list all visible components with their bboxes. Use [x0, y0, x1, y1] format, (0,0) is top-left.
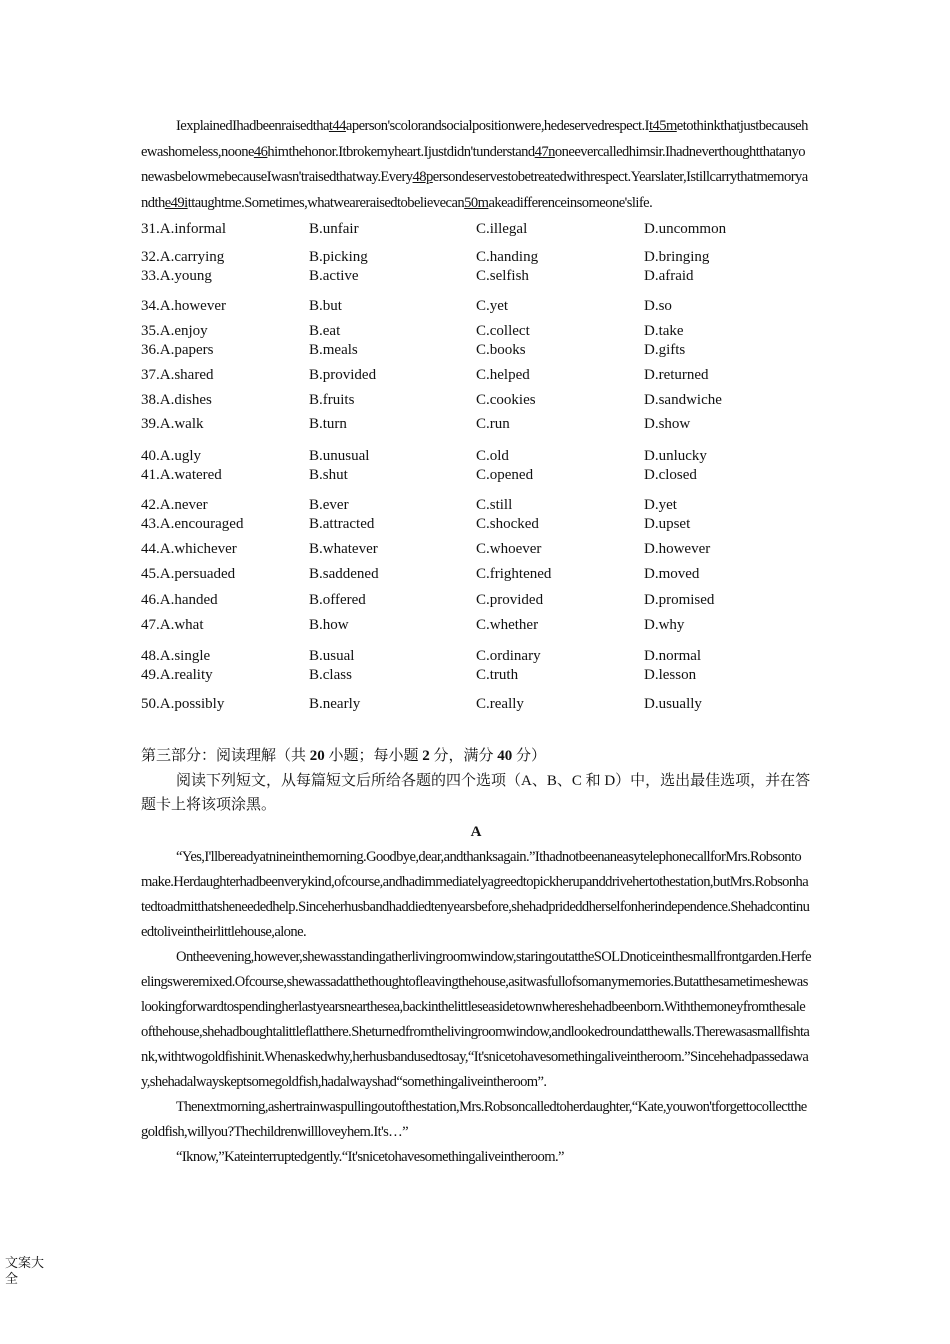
option-a: 35.A.enjoy — [141, 323, 208, 339]
option-a: 34.A.however — [141, 298, 226, 314]
option-b: B.class — [309, 667, 352, 683]
option-a: 41.A.watered — [141, 467, 222, 483]
option-d: D.sandwiche — [644, 392, 722, 408]
option-b: B.offered — [309, 592, 366, 608]
option-a: 48.A.single — [141, 648, 211, 664]
option-b: B.attracted — [309, 516, 375, 532]
option-a: 32.A.carrying — [141, 249, 225, 265]
option-b: B.unusual — [309, 448, 370, 464]
option-c: C.provided — [476, 592, 544, 608]
points-each: 2 — [422, 748, 430, 764]
option-b: B.shut — [309, 467, 348, 483]
option-b: B.meals — [309, 342, 358, 358]
option-a: 46.A.handed — [141, 592, 218, 608]
option-d: D.so — [644, 298, 672, 314]
option-row — [141, 695, 811, 713]
option-c: C.run — [476, 416, 510, 432]
blank-50: 50m — [464, 194, 489, 211]
option-d: D.moved — [644, 566, 700, 582]
option-d: D.yet — [644, 497, 677, 513]
option-row — [141, 297, 811, 315]
option-b: B.active — [309, 268, 359, 284]
option-d: D.lesson — [644, 667, 697, 683]
option-d: D.closed — [644, 467, 697, 483]
option-c: C.frightened — [476, 566, 552, 582]
blank-49: e49i — [164, 194, 188, 211]
option-row — [141, 322, 811, 340]
option-c: C.still — [476, 497, 513, 513]
option-c: C.whether — [476, 617, 539, 633]
option-c: C.old — [476, 448, 509, 464]
option-a: 37.A.shared — [141, 367, 214, 383]
option-d: D.take — [644, 323, 684, 339]
option-a: 45.A.persuaded — [141, 566, 236, 582]
option-d: D.gifts — [644, 342, 686, 358]
option-c: C.cookies — [476, 392, 536, 408]
option-c: C.selfish — [476, 268, 529, 284]
option-c: C.handing — [476, 249, 539, 265]
blank-44: t44 — [328, 118, 346, 134]
heading-text: 小题；每小题 — [324, 748, 423, 764]
option-c: C.shocked — [476, 516, 539, 532]
option-c: C.books — [476, 342, 526, 358]
blank-48: 48p — [412, 169, 433, 185]
option-row — [141, 415, 811, 433]
option-b: B.usual — [309, 648, 355, 664]
heading-text: 分） — [512, 748, 547, 764]
option-d: D.unlucky — [644, 448, 707, 464]
option-c: C.truth — [476, 667, 519, 683]
option-row — [141, 466, 811, 484]
blank-46: 46 — [253, 143, 268, 160]
option-row — [141, 515, 811, 533]
option-row — [141, 565, 811, 583]
passage-a-paragraph-1: “Yes,I'llbereadyatnineinthemorning.Goodbye,dear,andthanksagain.”IthadnotbeenaneasytelephonecallforMrs.Robsontomake.Herdaughterhadbeenverykind,ofcourse,andhadimmediatelyagreedtopickherupanddrivehertothestation,butMrs.Robsonhatedtoadmitthatsheneededhelp.Sinceherhusbandhaddiedtenyearsbefore,shehadprideddherselfonherindependence.Shehadcontinuedtoliveintheirlittlehouse,alone. — [141, 849, 810, 940]
option-d: D.uncommon — [644, 221, 727, 237]
option-d: D.why — [644, 617, 685, 633]
option-a: 33.A.young — [141, 268, 212, 284]
option-row — [141, 341, 811, 359]
option-b: B.turn — [309, 416, 347, 432]
option-a: 43.A.encouraged — [141, 516, 244, 532]
section-heading — [141, 743, 811, 769]
option-c: C.really — [476, 696, 524, 712]
option-row — [141, 447, 811, 465]
options-table — [141, 220, 811, 713]
option-a: 42.A.never — [141, 497, 208, 513]
option-b: B.unfair — [309, 221, 359, 237]
passage-a-paragraph-3: Thenextmorning,ashertrainwaspullingoutofthestation,Mrs.Robsoncalledtoherdaughter,“Kate,youwon'tforgettocollectthegoldfish,willyou?Thechildrenwillloveyhem.It's…” — [141, 1099, 807, 1140]
option-row — [141, 647, 811, 665]
option-row — [141, 666, 811, 684]
option-c: C.opened — [476, 467, 534, 483]
passage-a-paragraph-4: “Iknow,”Kateinterruptedgently.“It'snicetohavesomethingaliveintheroom.” — [176, 1149, 564, 1165]
option-row — [141, 220, 811, 238]
option-a: 49.A.reality — [141, 667, 213, 683]
option-a: 40.A.ugly — [141, 448, 201, 464]
option-d: D.afraid — [644, 268, 694, 284]
option-row — [141, 366, 811, 384]
passage-text: oneevercalledhimsir.IhadneverthoughtthatanyonewasbelowmebecauseIwasn'traisedthatway.Every — [141, 143, 806, 185]
option-a: 50.A.possibly — [141, 696, 225, 712]
option-d: D.promised — [644, 592, 715, 608]
option-b: B.nearly — [309, 696, 361, 712]
option-a: 44.A.whichever — [141, 541, 237, 557]
option-b: B.provided — [309, 367, 377, 383]
option-d: D.show — [644, 416, 691, 432]
passage-text: etothinkthatjustbecausehewashomeless,noone — [141, 118, 808, 160]
option-a: 38.A.dishes — [141, 392, 212, 408]
blank-45: t45m — [648, 118, 677, 134]
footer-label: 文案大全 — [5, 1256, 45, 1287]
passage-text: ersondeservestobetreatedwithrespect.Yearslater,Istillcarrythatmemoryandth — [141, 169, 808, 211]
option-b: B.saddened — [309, 566, 379, 582]
option-row — [141, 591, 811, 609]
option-d: D.normal — [644, 648, 702, 664]
option-c: C.illegal — [476, 221, 528, 237]
document-page — [141, 114, 811, 1170]
heading-text: 分，满分 — [429, 748, 498, 764]
option-d: D.upset — [644, 516, 691, 532]
option-d: D.however — [644, 541, 711, 557]
passage-a-paragraph-2: Ontheevening,however,shewasstandingatherlivingroomwindow,staringoutattheSOLDnoticeinthesmallfrontgarden.Herfeelingsweremixed.Ofcourse,shewassadatthethoughtofleavingthehouse,asitwasfullofsomanymemories.Butatthesametimeshewaslookingforwardtospendingherlastyearsnearthesea,backinthelittleseasidetownwhereshehadbeenborn.Withthemoneyfromthesaleofthehouse,shehadboughtalittleflatthere.Sheturnedfromthelivingroomwindow,andlookedroundatthewalls.Therewasasmallfishtank,withtwogoldfishinit.Whenaskedwhy,herhusbandusedtosay,“It'snicetohavesomethingaliveintheroom.”Sincehehadpassedaway,shehadalwayskeptsomegoldfish,hadalwayshad“somethingaliveintheroom”. — [141, 949, 812, 1090]
option-a: 31.A.informal — [141, 221, 226, 237]
option-row — [141, 496, 811, 514]
option-b: B.whatever — [309, 541, 378, 557]
option-a: 36.A.papers — [141, 342, 214, 358]
option-b: B.but — [309, 298, 342, 314]
option-d: D.usually — [644, 696, 702, 712]
option-b: B.picking — [309, 249, 368, 265]
option-b: B.how — [309, 617, 349, 633]
question-count: 20 — [309, 748, 325, 764]
option-c: C.collect — [476, 323, 530, 339]
passage-text: himthehonor.Itbrokemyheart.Ijustdidn'tunderstand — [267, 143, 535, 160]
option-a: 47.A.what — [141, 617, 204, 633]
heading-text: 第三部分：阅读理解（共 — [141, 748, 310, 764]
passage-paragraph — [141, 114, 811, 216]
blank-47: 47n — [534, 143, 555, 160]
option-a: 39.A.walk — [141, 416, 204, 432]
passage-text: aperson'scolorandsocialpositionwere,hedeservedrespect.I — [345, 118, 649, 134]
option-row — [141, 540, 811, 558]
instructions: 阅读下列短文，从每篇短文后所给各题的四个选项（A、B、C 和 D）中，选出最佳选项，并在答题卡上将该项涂黑。 — [141, 773, 811, 813]
option-d: D.returned — [644, 367, 709, 383]
passage-text: IexplainedIhadbeenraisedtha — [176, 118, 329, 134]
option-row — [141, 248, 811, 266]
option-d: D.bringing — [644, 249, 710, 265]
passage-text: akeadifferenceinsomeone'slife. — [488, 194, 653, 211]
option-b: B.eat — [309, 323, 341, 339]
option-c: C.helped — [476, 367, 530, 383]
points-total: 40 — [497, 748, 513, 764]
option-row — [141, 616, 811, 634]
option-row — [141, 267, 811, 285]
option-row — [141, 391, 811, 409]
option-c: C.yet — [476, 298, 509, 314]
option-b: B.ever — [309, 497, 349, 513]
option-c: C.whoever — [476, 541, 542, 557]
option-c: C.ordinary — [476, 648, 541, 664]
passage-text: ttaughtme.Sometimes,whatweareraisedtobelievecan — [187, 194, 465, 211]
option-b: B.fruits — [309, 392, 355, 408]
passage-title: A — [470, 824, 482, 840]
